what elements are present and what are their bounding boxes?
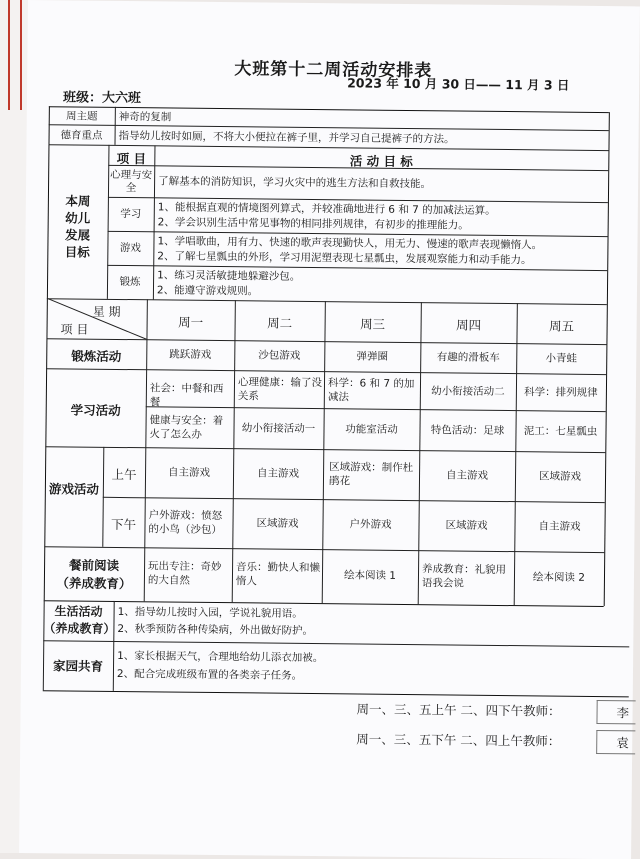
day-header-tue: 周二 bbox=[267, 315, 293, 331]
goal-item-game: 游戏 bbox=[119, 241, 141, 255]
life-line: 1、指导幼儿按时入园，学说礼貌用语。 bbox=[117, 605, 303, 620]
game-afternoon-cell: 自主游戏 bbox=[538, 520, 581, 533]
rule bbox=[322, 301, 326, 603]
exercise-cell: 有趣的滑板车 bbox=[436, 351, 500, 364]
weekly-theme-label: 周主题 bbox=[65, 110, 98, 123]
morning-label: 上午 bbox=[111, 466, 137, 483]
learning-cell: 特色活动：足球 bbox=[430, 424, 505, 438]
learning-cell: 心理健康：输了没关系 bbox=[237, 376, 323, 403]
rule bbox=[418, 302, 422, 604]
red-frame-line bbox=[20, 0, 22, 110]
reading-label: 餐前阅读 （养成教育） bbox=[56, 557, 132, 592]
game-afternoon-cell: 户外游戏 bbox=[349, 518, 392, 531]
learning-cell: 泥工：七星瓢虫 bbox=[523, 425, 598, 438]
learning-cell: 幼小衔接活动一 bbox=[241, 422, 316, 436]
goal-line: 1、练习灵活敏捷地躲避沙包。 bbox=[157, 269, 301, 283]
red-frame-line bbox=[8, 0, 10, 110]
exercise-cell: 小青蛙 bbox=[545, 352, 578, 365]
reading-cell: 养成教育：礼貌用语我会说 bbox=[421, 563, 507, 590]
goal-line: 1、能根据直观的情境图列算式，并较准确地进行 6 和 7 的加减法运算。 bbox=[157, 201, 496, 217]
game-label: 游戏活动 bbox=[48, 481, 99, 497]
goal-line: 2、了解七星瓢虫的外形，学习用泥塑表现七星瓢虫，发展观察能力和动手能力。 bbox=[157, 250, 532, 267]
day-header-mon: 周一 bbox=[178, 314, 204, 330]
game-afternoon-cell: 区域游戏 bbox=[445, 519, 488, 532]
exercise-cell: 跳跃游戏 bbox=[169, 348, 212, 361]
learning-cell: 社会：中餐和西餐 bbox=[149, 382, 224, 409]
game-afternoon-cell: 户外游戏：愤怒的小鸟（沙包） bbox=[148, 509, 223, 537]
reading-cell: 绘本阅读 2 bbox=[532, 571, 586, 584]
home-line: 2、配合完成班级布置的各类亲子任务。 bbox=[116, 667, 303, 682]
goals-item-header: 项 目 bbox=[116, 150, 147, 167]
learning-cell: 功能室活动 bbox=[345, 423, 398, 436]
goal-line: 1、学唱歌曲，用有力、快速的歌声表现勤快人，用无力、慢速的歌声表现懒惰人。 bbox=[157, 235, 543, 252]
signature-line-1: 周一、三、五上午 二、四下午教师： bbox=[356, 701, 561, 719]
reading-cell: 音乐：勤快人和懒惰人 bbox=[235, 561, 321, 588]
goal-item-exercise: 锻炼 bbox=[119, 275, 141, 289]
learning-cell: 健康与安全：着火了怎么办 bbox=[149, 414, 224, 441]
game-morning-cell: 区域游戏 bbox=[538, 470, 582, 483]
item-corner-label: 项 目 bbox=[60, 322, 89, 337]
game-afternoon-cell: 区域游戏 bbox=[256, 517, 299, 530]
game-morning-cell: 自主游戏 bbox=[445, 469, 489, 482]
teacher-name-1: 李 bbox=[616, 705, 630, 721]
day-header-wed: 周三 bbox=[360, 316, 386, 332]
moral-focus-value: 指导幼儿按时如厕，不将大小便拉在裤子里，并学习自己提裤子的方法。 bbox=[118, 129, 455, 146]
game-morning-cell: 自主游戏 bbox=[256, 467, 300, 480]
learning-label: 学习活动 bbox=[70, 402, 121, 418]
rule bbox=[45, 446, 605, 453]
exercise-cell: 弹弹圈 bbox=[356, 350, 389, 363]
rule bbox=[232, 300, 236, 602]
afternoon-label: 下午 bbox=[110, 516, 137, 533]
life-line: 2、秋季预防各种传染病，外出做好防护。 bbox=[117, 622, 314, 638]
goal-item-learning: 学习 bbox=[120, 207, 142, 221]
goal-item-safety: 心理与安全 bbox=[110, 168, 153, 195]
game-morning-cell: 自主游戏 bbox=[167, 466, 211, 479]
home-line: 1、家长根据天气，合理地给幼儿添衣加被。 bbox=[117, 649, 324, 665]
goal-line: 2、能遵守游戏规则。 bbox=[156, 284, 259, 298]
goal-line: 了解基本的消防知识，学习火灾中的逃生方法和自救技能。 bbox=[158, 175, 432, 191]
signature-line-2: 周一、三、五下午 二、四上午教师： bbox=[356, 731, 561, 749]
moral-focus-label: 德育重点 bbox=[60, 129, 103, 142]
document-title: 大班第十二周活动安排表 bbox=[234, 59, 433, 82]
learning-cell: 幼小衔接活动二 bbox=[431, 385, 505, 399]
rule bbox=[46, 338, 606, 345]
schedule-paper bbox=[19, 0, 640, 859]
weekday-corner-label: 星 期 bbox=[92, 304, 121, 319]
teacher-name-2: 袁 bbox=[616, 735, 629, 751]
class-label: 班级：大六班 bbox=[62, 90, 142, 107]
goal-line: 2、学会识别生活中常见事物的相同排列规律，有初步的推理能力。 bbox=[157, 216, 469, 232]
learning-cell: 科学：6 和 7 的加减法 bbox=[327, 377, 415, 404]
life-label: 生活活动 （养成教育） bbox=[43, 604, 116, 636]
learning-cell: 科学：排列规律 bbox=[524, 386, 598, 399]
home-label: 家园共育 bbox=[52, 658, 104, 674]
rule bbox=[44, 546, 604, 553]
day-header-fri: 周五 bbox=[549, 318, 575, 334]
goals-side-label: 本周 幼儿 发展 目标 bbox=[64, 193, 91, 260]
rule bbox=[43, 690, 629, 697]
day-header-thu: 周四 bbox=[456, 317, 482, 333]
game-morning-cell: 区域游戏：制作杜鹃花 bbox=[328, 461, 414, 488]
exercise-cell: 沙包游戏 bbox=[258, 349, 301, 362]
rule bbox=[46, 368, 606, 375]
reading-cell: 玩出专注：奇妙的大自然 bbox=[147, 560, 222, 587]
rule bbox=[514, 303, 518, 605]
goals-goal-header: 活 动 目 标 bbox=[349, 153, 413, 170]
exercise-label: 锻炼活动 bbox=[71, 348, 122, 364]
reading-cell: 绘本阅读 1 bbox=[343, 569, 397, 582]
rule bbox=[144, 299, 148, 601]
rule bbox=[103, 497, 605, 503]
rule bbox=[43, 640, 629, 647]
date-range: 2023 年 10 月 30 日—— 11 月 3 日 bbox=[347, 75, 570, 93]
weekly-theme-value: 神奇的复制 bbox=[118, 110, 172, 124]
